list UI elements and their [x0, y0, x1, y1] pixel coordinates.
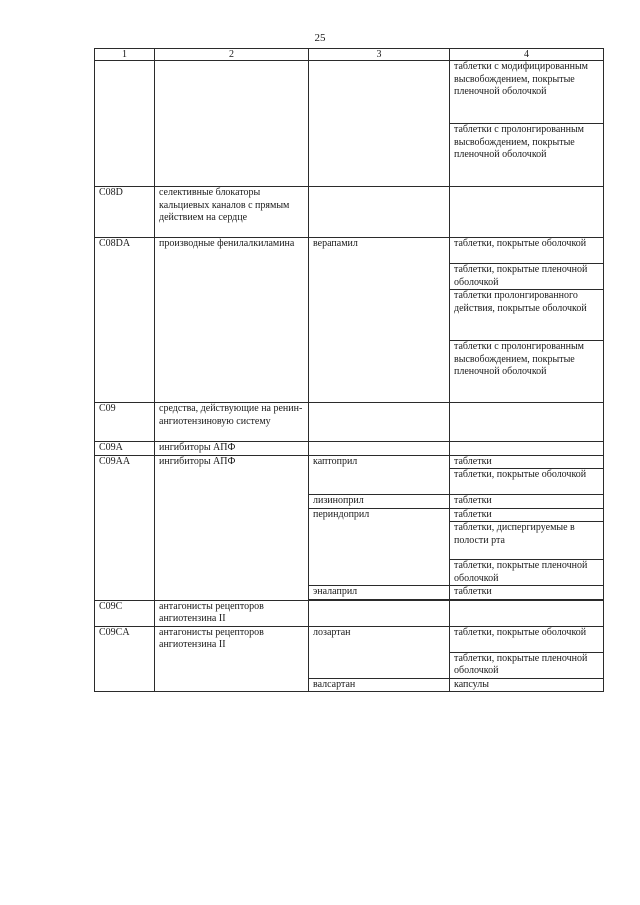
substance-cell: периндоприл [309, 508, 450, 586]
table-row [95, 455, 604, 469]
code-cell: C09A [95, 442, 155, 456]
substance-cell: эналаприл [309, 586, 450, 600]
dosage-form-cell [450, 187, 604, 238]
drug-table [94, 48, 604, 692]
table-row [95, 61, 604, 124]
substance-cell: каптоприл [309, 455, 450, 495]
table-row [95, 238, 604, 264]
code-cell: C09 [95, 403, 155, 442]
code-cell: C09C [95, 600, 155, 626]
table-row [95, 626, 604, 652]
column-header-3: 3 [309, 49, 450, 61]
group-name-cell: средства, действующие на ренин-ангиотензиновую систему [155, 403, 309, 442]
group-name-cell: производные фенилалкиламина [155, 238, 309, 403]
dosage-form-cell [450, 403, 604, 442]
substance-cell [309, 61, 450, 187]
column-header-2: 2 [155, 49, 309, 61]
dosage-form-cell: капсулы [450, 678, 604, 692]
group-name-cell: селективные блокаторы кальциевых каналов с прямым действием на сердце [155, 187, 309, 238]
code-cell: C08D [95, 187, 155, 238]
group-name-cell: антагонисты рецепторов ангиотензина II [155, 626, 309, 692]
substance-cell: валсартан [309, 678, 450, 692]
dosage-form-cell: таблетки, диспергируемые в полости рта [450, 522, 604, 560]
dosage-form-cell: таблетки, покрытые пленочной оболочкой [450, 560, 604, 586]
substance-cell [309, 187, 450, 238]
substance-cell [309, 442, 450, 456]
column-header-1: 1 [95, 49, 155, 61]
table-row [95, 403, 604, 442]
dosage-form-cell [450, 442, 604, 456]
table-row [95, 442, 604, 456]
table-row [95, 187, 604, 238]
dosage-form-cell: таблетки [450, 586, 604, 600]
dosage-form-cell: таблетки, покрытые пленочной оболочкой [450, 652, 604, 678]
code-cell: C08DA [95, 238, 155, 403]
dosage-form-cell: таблетки, покрытые оболочкой [450, 238, 604, 264]
code-cell: C09AA [95, 455, 155, 600]
code-cell [95, 61, 155, 187]
dosage-form-cell: таблетки, покрытые оболочкой [450, 469, 604, 495]
substance-cell: верапамил [309, 238, 450, 403]
column-header-4: 4 [450, 49, 604, 61]
code-cell: C09CA [95, 626, 155, 692]
dosage-form-cell: таблетки пролонгированного действия, покрытые оболочкой [450, 290, 604, 341]
substance-cell: лозартан [309, 626, 450, 678]
dosage-form-cell: таблетки, покрытые оболочкой [450, 626, 604, 652]
table-body [95, 61, 604, 692]
page-number: 25 [314, 32, 326, 44]
dosage-form-cell: таблетки, покрытые пленочной оболочкой [450, 264, 604, 290]
table-row [95, 600, 604, 626]
dosage-form-cell: таблетки [450, 508, 604, 522]
dosage-form-cell [450, 600, 604, 626]
substance-cell [309, 600, 450, 626]
substance-cell: лизиноприл [309, 495, 450, 509]
group-name-cell: ингибиторы АПФ [155, 455, 309, 600]
group-name-cell: антагонисты рецепторов ангиотензина II [155, 600, 309, 626]
substance-cell [309, 403, 450, 442]
dosage-form-cell: таблетки [450, 455, 604, 469]
dosage-form-cell: таблетки с модифицированным высвобождением, покрытые пленочной оболочкой [450, 61, 604, 124]
dosage-form-cell: таблетки [450, 495, 604, 509]
group-name-cell [155, 61, 309, 187]
dosage-form-cell: таблетки с пролонгированным высвобождением, покрытые пленочной оболочкой [450, 341, 604, 403]
group-name-cell: ингибиторы АПФ [155, 442, 309, 456]
table-header [95, 49, 604, 61]
dosage-form-cell: таблетки с пролонгированным высвобождением, покрытые пленочной оболочкой [450, 124, 604, 187]
table-header-row [95, 49, 604, 61]
